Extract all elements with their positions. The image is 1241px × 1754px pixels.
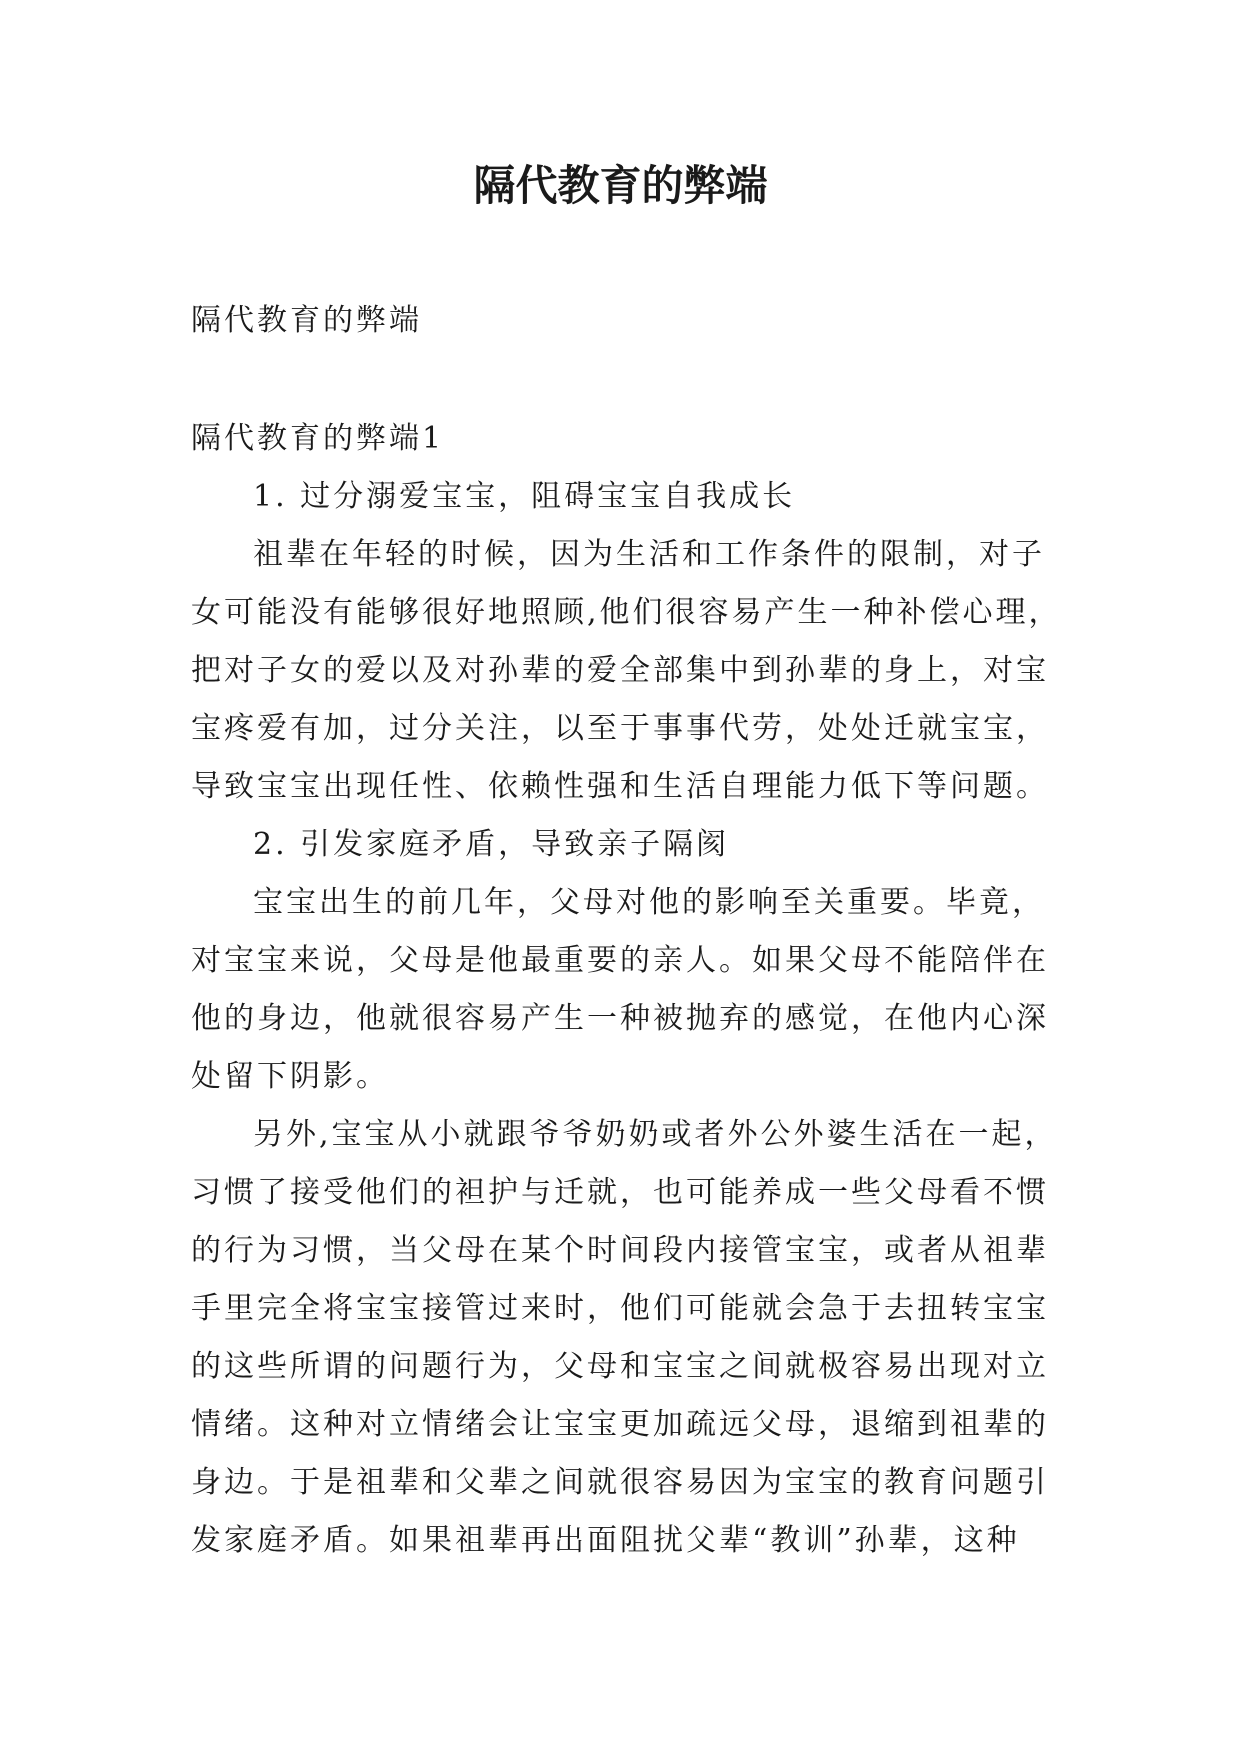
- paragraph-line: 导致宝宝出现任性、依赖性强和生活自理能力低下等问题。: [191, 769, 1049, 804]
- paragraph-line: 对宝宝来说，父母是他最重要的亲人。如果父母不能陪伴在: [191, 943, 1049, 978]
- paragraph-line: 宝宝出生的前几年，父母对他的影响至关重要。毕竟，: [253, 885, 1045, 920]
- spacer: [191, 350, 1071, 410]
- point1-heading: 1. 过分溺爱宝宝，阻碍宝宝自我成长: [253, 479, 796, 514]
- point2-heading: 2. 引发家庭矛盾，导致亲子隔阂: [253, 827, 730, 862]
- paragraph-line: 情绪。这种对立情绪会让宝宝更加疏远父母，退缩到祖辈的: [191, 1407, 1049, 1442]
- paragraph-line: 的行为习惯，当父母在某个时间段内接管宝宝，或者从祖辈: [191, 1233, 1049, 1268]
- section-heading: 隔代教育的弊端1: [191, 421, 445, 456]
- paragraph-line: 的这些所谓的问题行为，父母和宝宝之间就极容易出现对立: [191, 1349, 1049, 1384]
- paragraph-line: 发家庭矛盾。如果祖辈再出面阻扰父辈“教训”孙辈，这种: [191, 1523, 1020, 1558]
- paragraph-line: 宝疼爱有加，过分关注，以至于事事代劳，处处迁就宝宝，: [191, 711, 1049, 746]
- paragraph-line: 他的身边，他就很容易产生一种被抛弃的感觉，在他内心深: [191, 1001, 1049, 1036]
- paragraph-line: 习惯了接受他们的袒护与迁就，也可能养成一些父母看不惯: [191, 1175, 1049, 1210]
- document-body: [191, 292, 1071, 1570]
- document-subtitle: 隔代教育的弊端: [191, 303, 422, 338]
- document-title: 隔代教育的弊端: [473, 161, 768, 210]
- paragraph-line: 手里完全将宝宝接管过来时，他们可能就会急于去扭转宝宝: [191, 1291, 1049, 1326]
- paragraph-line: 处留下阴影。: [191, 1059, 389, 1094]
- paragraph-line: 祖辈在年轻的时候，因为生活和工作条件的限制，对子: [253, 537, 1045, 572]
- paragraph-line: 另外,宝宝从小就跟爷爷奶奶或者外公外婆生活在一起，: [253, 1117, 1058, 1152]
- paragraph-line: 身边。于是祖辈和父辈之间就很容易因为宝宝的教育问题引: [191, 1465, 1049, 1500]
- paragraph-line: 女可能没有能够很好地照顾,他们很容易产生一种补偿心理，: [191, 595, 1062, 630]
- paragraph-line: 把对子女的爱以及对孙辈的爱全部集中到孙辈的身上，对宝: [191, 653, 1049, 688]
